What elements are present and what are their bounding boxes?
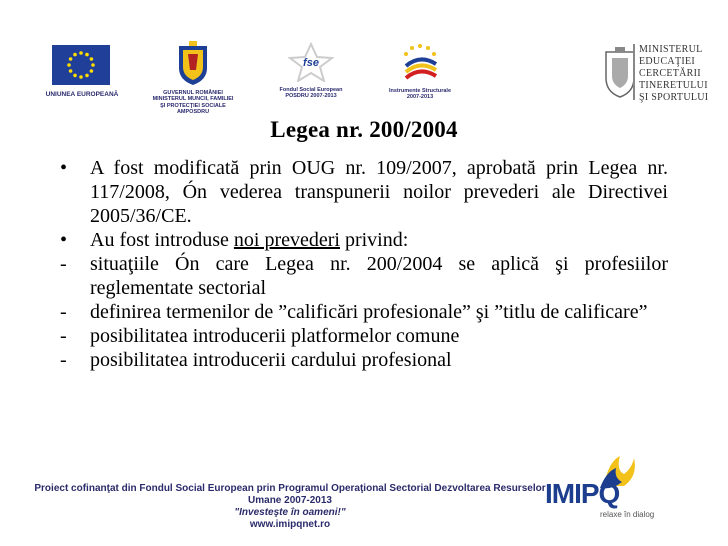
ministry-text: MINISTERUL EDUCAŢIEI CERCETĂRII TINERETULUI ŞI SPORTULUI <box>639 44 709 103</box>
item-text: definirea termenilor de ”calificări profesionale” şi ”titlu de calificare” <box>90 301 648 323</box>
item-text: situaţiile Ón care Legea nr. 200/2004 se aplică şi profesiilor reglementate sectorial <box>90 253 668 299</box>
gov-caption: GUVERNUL ROMÂNIEI MINISTERUL MUNCII, FAMILIEI ŞI PROTECŢIEI SOCIALE AMPOSDRU <box>152 90 234 115</box>
is-caption: Instrumente Structurale 2007-2013 <box>388 88 452 101</box>
logo-bar <box>0 0 728 125</box>
eu-flag-icon <box>52 45 110 85</box>
fse-mark: fse <box>303 57 319 69</box>
ministry-divider <box>633 44 635 100</box>
footer-text: Proiect cofinanţat din Fondul Social European prin Programul Operaţional Sectorial Dezvoltarea Resurselor Umane 2007-2013 "Investeşte în oameni!" www.imipqnet.ro <box>30 483 550 531</box>
list-item <box>60 228 668 252</box>
dash-marker: - <box>60 253 67 275</box>
list-item <box>60 300 668 324</box>
dash-marker: - <box>60 325 67 347</box>
item-text: posibilitatea introducerii cardului profesional <box>90 349 452 371</box>
bullet-marker: • <box>60 229 68 251</box>
bullet-marker: • <box>60 157 68 179</box>
eu-caption: UNIUNEA EUROPEANĂ <box>45 91 119 98</box>
list-item <box>60 252 668 300</box>
slide-title: Legea nr. 200/2004 <box>270 117 458 142</box>
dash-marker: - <box>60 349 67 371</box>
structural-instruments-icon <box>398 40 442 84</box>
dash-marker: - <box>60 301 67 323</box>
item-text: A fost modificată prin OUG nr. 109/2007, aprobată prin Legea nr. 117/2008, Ón vederea transpunerii noilor prevederi ale Directivei 2005/36/CE. <box>90 157 668 227</box>
list-item <box>60 156 668 228</box>
coat-of-arms-icon <box>176 40 210 86</box>
list-item <box>60 324 668 348</box>
slide-content <box>60 156 668 372</box>
item-text: Au fost introduse noi prevederi privind: <box>90 229 409 251</box>
fse-caption: Fondul Social European POSDRU 2007-2013 <box>279 87 343 100</box>
footer-url: www.imipqnet.ro <box>249 519 331 530</box>
imipo-logo: IMIPQ <box>545 478 620 509</box>
list-item <box>60 348 668 372</box>
underlined-text: noi prevederi <box>233 229 340 251</box>
imipo-subtitle: relaxe în dialog <box>600 510 655 519</box>
item-text: posibilitatea introducerii platformelor comune <box>90 325 460 347</box>
ministry-crest-icon <box>603 46 637 98</box>
